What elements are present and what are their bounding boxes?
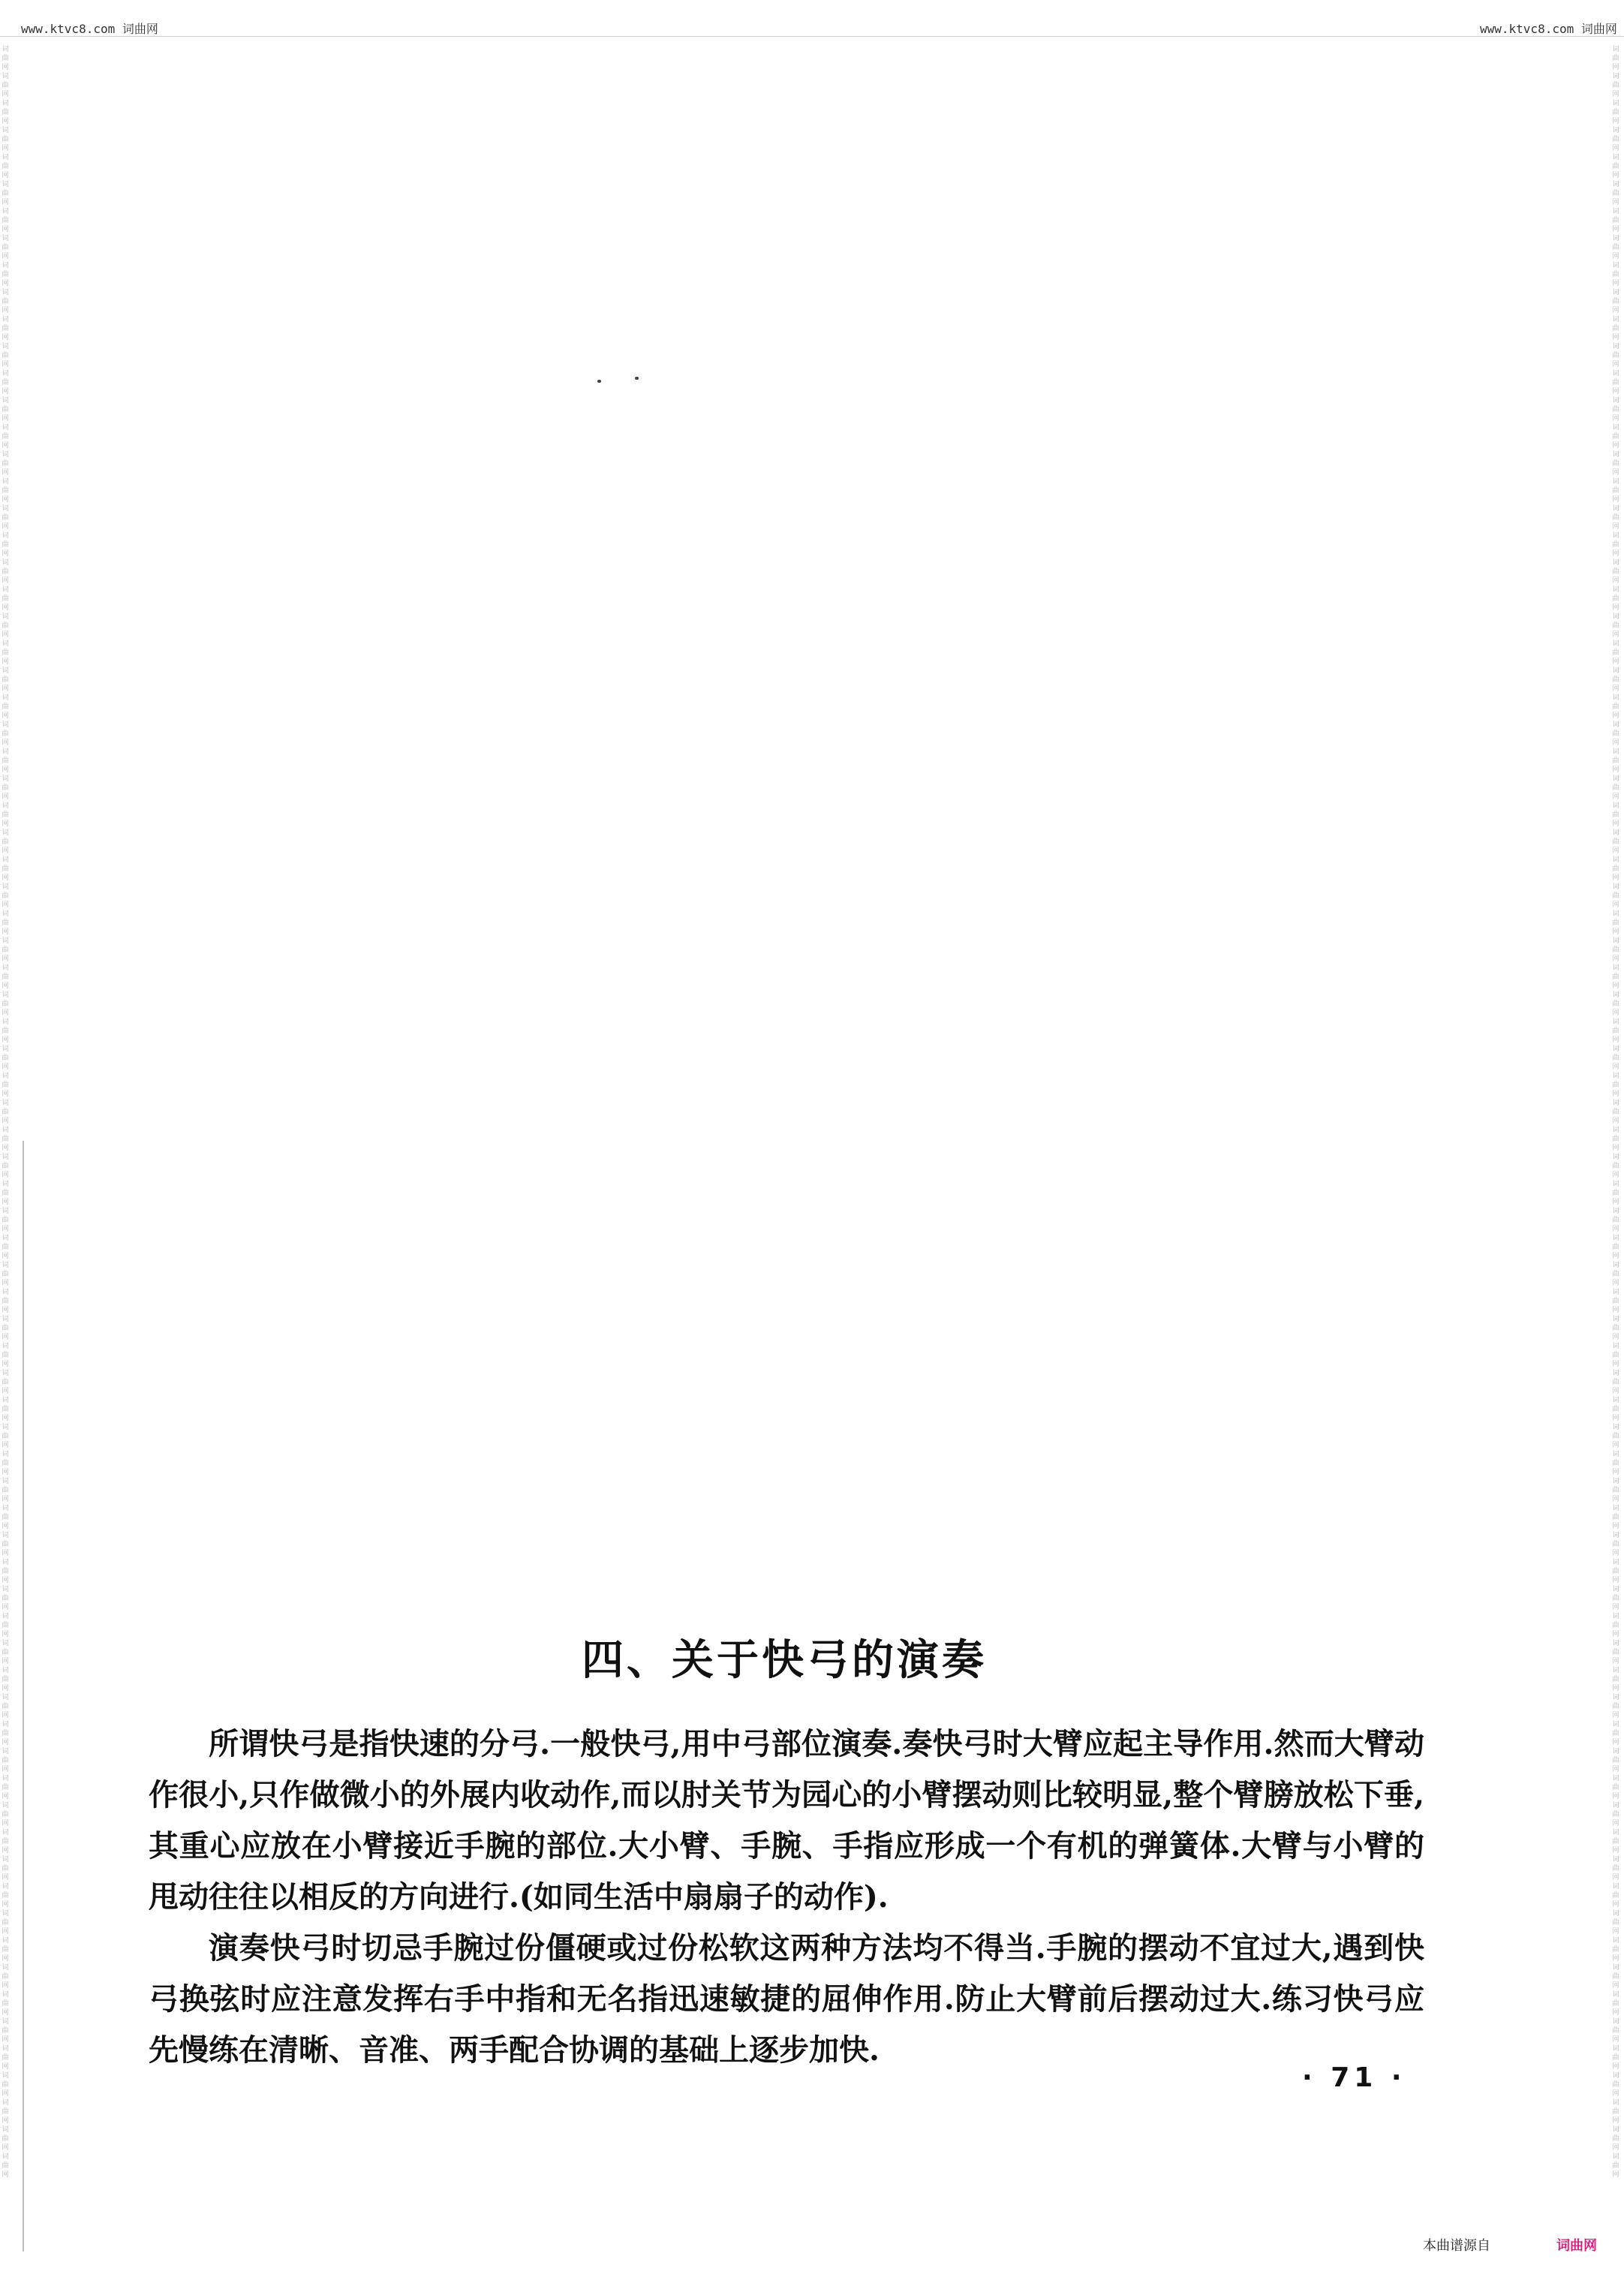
page-number: · 71 · <box>1302 2062 1406 2093</box>
scan-speck <box>597 380 601 383</box>
paragraph: 演奏快弓时切忌手腕过份僵硬或过份松软这两种方法均不得当.手腕的摆动不宜过大,遇到快弓换弦时应注意发挥右手中指和无名指迅速敏捷的屈伸作用.防止大臂前后摆动过大.练习快弓应先慢练在清晰、音准、两手配合协调的基础上逐步加快. <box>149 1930 1424 2068</box>
section-title: 四、关于快弓的演奏 <box>582 1636 987 1685</box>
scan-left-edge <box>23 1141 24 2251</box>
paragraph: 所谓快弓是指快速的分弓.一般快弓,用中弓部位演奏.奏快弓时大臂应起主导作用.然而大臂动作很小,只作做微小的外展内收动作,而以肘关节为园心的小臂摆动则比较明显,整个臂膀放松下垂,其重心应放在小臂接近手腕的部位.大小臂、手腕、手指应形成一个有机的弹簧体.大臂与小臂的甩动往往以相反的方向进行.(如同生活中扇扇子的动作). <box>149 1726 1424 1915</box>
header-watermark-left: www.ktvc8.com 词曲网 <box>21 22 158 36</box>
scan-speck <box>635 377 639 380</box>
footer-site-label: 词曲网 <box>1556 2238 1597 2254</box>
side-watermark-left: 词曲网词曲网词曲网词曲网词曲网词曲网词曲网词曲网词曲网词曲网词曲网词曲网词曲网词曲网词曲网词曲网词曲网词曲网词曲网词曲网词曲网词曲网词曲网词曲网词曲网词曲网词曲网词曲网词曲网词曲网词曲网词曲网词曲网词曲网词曲网词曲网词曲网词曲网词曲网词曲网词曲网词曲网词曲网词曲网词曲网词曲网词曲网词曲网词曲网词曲网词曲网词曲网词曲网词曲网词曲网词曲网词曲网词曲网词曲网词曲网词曲网词曲网词曲网词曲网词曲网词曲网词曲网词曲网词曲网词曲网词曲网词曲网词曲网词曲网词曲网词曲网词曲网词曲网词曲网 <box>2 46 9 2179</box>
side-watermark-right: 词曲网词曲网词曲网词曲网词曲网词曲网词曲网词曲网词曲网词曲网词曲网词曲网词曲网词曲网词曲网词曲网词曲网词曲网词曲网词曲网词曲网词曲网词曲网词曲网词曲网词曲网词曲网词曲网词曲网词曲网词曲网词曲网词曲网词曲网词曲网词曲网词曲网词曲网词曲网词曲网词曲网词曲网词曲网词曲网词曲网词曲网词曲网词曲网词曲网词曲网词曲网词曲网词曲网词曲网词曲网词曲网词曲网词曲网词曲网词曲网词曲网词曲网词曲网词曲网词曲网词曲网词曲网词曲网词曲网词曲网词曲网词曲网词曲网词曲网词曲网词曲网词曲网词曲网词曲网 <box>1612 46 1619 2179</box>
scan-top-edge <box>0 36 1624 37</box>
footer-source-label: 本曲谱源自 <box>1423 2238 1490 2254</box>
section-body <box>149 1719 1424 2076</box>
header-watermark-right: www.ktvc8.com 词曲网 <box>1480 22 1617 36</box>
